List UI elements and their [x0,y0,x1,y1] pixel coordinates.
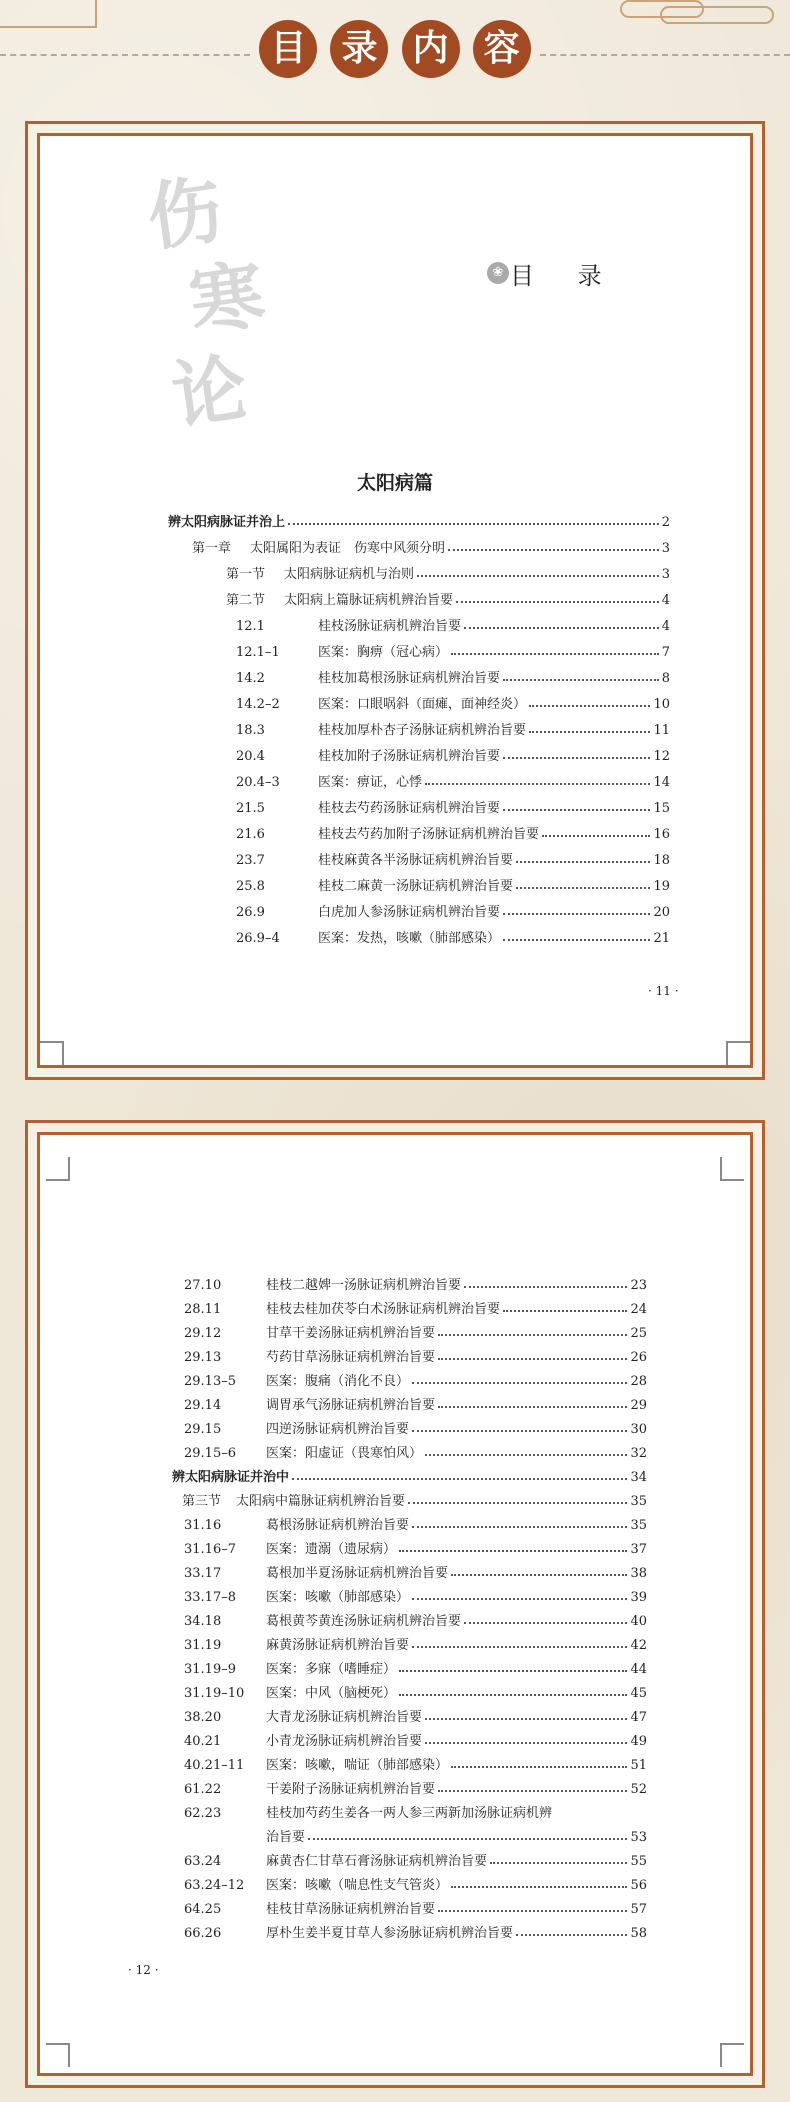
toc-leader-dots [438,1406,627,1408]
toc-entry-number: 26.9–4 [236,931,280,946]
toc-entry [172,1869,647,1893]
toc-entry-title: 麻黄杏仁甘草石膏汤脉证病机辨治旨要 [266,1854,488,1869]
watermark-char: 寒 [184,251,270,348]
toc-entry [172,1773,647,1797]
toc-entry-number: 21.5 [236,801,265,816]
toc-entry [168,868,670,894]
toc-entry-number: 12.1 [236,619,265,634]
toc-leader-dots [412,1598,627,1600]
toc-entry [172,1845,647,1869]
toc-entry-page: 15 [653,801,670,816]
toc-entry-page: 4 [661,619,670,634]
toc-entry-number: 第三节 [182,1494,222,1509]
toc-entry-title: 医案：胸痹（冠心病） [318,645,449,660]
toc-leader-dots [516,1934,627,1936]
toc-leader-dots [425,783,650,785]
watermark-char: 伤 [142,166,228,263]
toc-entry-page: 2 [661,515,670,530]
toc-entry [172,1605,647,1629]
toc-entry-number: 29.15–6 [184,1446,236,1461]
toc-entry-number: 31.16–7 [184,1542,236,1557]
toc-entry [172,1821,647,1845]
toc-entry-number: 33.17 [184,1566,222,1581]
toc-leader-dots [503,679,659,681]
toc-entry [168,660,670,686]
toc-entry-number: 40.21–11 [184,1758,245,1773]
toc-leader-dots [399,1694,627,1696]
toc-entry-title: 太阳病脉证病机与治则 [284,567,415,582]
toc-entry-title: 医案：咳嗽（喘息性支气管炎） [266,1878,449,1893]
toc-entry-number: 25.8 [236,879,265,894]
toc-leader-dots [451,1886,627,1888]
toc-entry-page: 56 [630,1878,647,1893]
corner-ornament [720,1157,744,1181]
section-heading [0,20,790,78]
toc-entry [168,556,670,582]
toc-leader-dots [399,1670,627,1672]
toc-entry-page: 3 [661,567,670,582]
toc-leader-dots [438,1910,627,1912]
toc-entry-page: 21 [653,931,670,946]
toc-entry-number: 12.1–1 [236,645,280,660]
toc-list [168,504,670,946]
toc-entry-title: 辨太阳病脉证并治中 [172,1470,290,1485]
toc-entry-title: 桂枝去桂加茯苓白术汤脉证病机辨治旨要 [266,1302,501,1317]
toc-leader-dots [456,601,659,603]
heading-char: 容 [473,20,531,78]
toc-leader-dots [516,887,650,889]
toc-leader-dots [408,1502,627,1504]
toc-entry [172,1629,647,1653]
toc-entry-number: 31.19–10 [184,1686,245,1701]
toc-entry-title: 桂枝二麻黄一汤脉证病机辨治旨要 [318,879,514,894]
book-page-12 [37,1132,753,2076]
toc-entry-page: 19 [653,879,670,894]
toc-entry [172,1797,647,1821]
toc-entry-title: 葛根加半夏汤脉证病机辨治旨要 [266,1566,449,1581]
watermark-char: 论 [167,344,253,441]
toc-entry [172,1557,647,1581]
toc-entry-page: 55 [630,1854,647,1869]
toc-entry-number: 62.23 [184,1806,222,1821]
toc-entry [172,1509,647,1533]
toc-entry-number: 14.2 [236,671,265,686]
toc-entry-title: 医案：腹痛（消化不良） [266,1374,410,1389]
toc-leader-dots [425,1742,627,1744]
toc-entry [168,790,670,816]
toc-entry-title: 医案：口眼㖞斜（面瘫，面神经炎） [318,697,527,712]
toc-entry-page: 24 [630,1302,647,1317]
toc-leader-dots [412,1430,627,1432]
toc-entry-page: 34 [630,1470,647,1485]
toc-entry-number: 29.13–5 [184,1374,236,1389]
toc-entry-number: 第二节 [226,593,266,608]
toc-entry-page: 20 [653,905,670,920]
toc-leader-dots [529,705,650,707]
toc-leader-dots [425,1454,627,1456]
toc-entry-title: 桂枝甘草汤脉证病机辨治旨要 [266,1902,436,1917]
toc-entry-page: 35 [630,1494,647,1509]
page-number: · 12 · [128,1963,159,1977]
toc-entry [168,686,670,712]
toc-entry-title: 四逆汤脉证病机辨治旨要 [266,1422,410,1437]
toc-leader-dots [503,757,650,759]
toc-entry-page: 18 [653,853,670,868]
toc-entry-title: 医案：阳虚证（畏寒怕风） [266,1446,423,1461]
toc-entry-number: 61.22 [184,1782,222,1797]
toc-entry-page: 44 [630,1662,647,1677]
toc-entry-number: 28.11 [184,1302,222,1317]
toc-entry-page: 45 [630,1686,647,1701]
toc-entry [172,1413,647,1437]
cloud-scroll-decoration [600,0,790,22]
toc-entry-page: 47 [630,1710,647,1725]
toc-entry-title: 桂枝汤脉证病机辨治旨要 [318,619,462,634]
toc-leader-dots [451,653,659,655]
toc-leader-dots [503,1310,627,1312]
toc-entry-page: 39 [630,1590,647,1605]
toc-entry-page: 14 [653,775,670,790]
toc-entry-page: 57 [630,1902,647,1917]
toc-entry-number: 63.24 [184,1854,222,1869]
toc-entry-number: 31.19–9 [184,1662,236,1677]
toc-entry-page: 30 [630,1422,647,1437]
toc-entry-page: 58 [630,1926,647,1941]
toc-leader-dots [399,1550,627,1552]
toc-entry-number: 23.7 [236,853,265,868]
toc-entry-title: 桂枝去芍药汤脉证病机辨治旨要 [318,801,501,816]
toc-entry-number: 29.13 [184,1350,222,1365]
toc-entry [168,738,670,764]
toc-entry-title: 桂枝加厚朴杏子汤脉证病机辨治旨要 [318,723,527,738]
toc-leader-dots [503,809,650,811]
toc-entry [172,1533,647,1557]
toc-entry [172,1461,647,1485]
toc-entry-page: 53 [630,1830,647,1845]
toc-entry-number: 21.6 [236,827,265,842]
toc-entry-number: 26.9 [236,905,265,920]
toc-entry [172,1269,647,1293]
toc-entry-title: 辨太阳病脉证并治上 [168,515,286,530]
toc-entry-page: 26 [630,1350,647,1365]
toc-leader-dots [438,1334,627,1336]
toc-entry-number: 38.20 [184,1710,222,1725]
toc-entry-page: 40 [630,1614,647,1629]
toc-leader-dots [451,1574,627,1576]
toc-entry [172,1581,647,1605]
toc-leader-dots [490,1862,627,1864]
toc-leader-dots [417,575,659,577]
toc-leader-dots [308,1838,627,1840]
toc-entry-title: 桂枝加葛根汤脉证病机辨治旨要 [318,671,501,686]
toc-entry-number: 63.24–12 [184,1878,245,1893]
toc-entry-title: 太阳病上篇脉证病机辨治旨要 [284,593,454,608]
toc-entry [168,582,670,608]
toc-leader-dots [451,1766,627,1768]
toc-entry-page: 28 [630,1374,647,1389]
toc-entry-title: 太阳属阳为表证 伤寒中风须分明 [250,541,446,556]
toc-entry-number: 18.3 [236,723,265,738]
toc-leader-dots [503,939,650,941]
toc-entry [168,530,670,556]
toc-entry [172,1677,647,1701]
toc-entry [168,842,670,868]
toc-leader-dots [438,1358,627,1360]
heading-char: 录 [330,20,388,78]
toc-entry [172,1437,647,1461]
toc-entry [172,1653,647,1677]
toc-entry-number: 29.15 [184,1422,222,1437]
toc-entry-page: 52 [630,1782,647,1797]
toc-leader-dots [464,1622,627,1624]
toc-leader-dots [412,1526,627,1528]
toc-entry [172,1341,647,1365]
section-title: 太阳病篇 [356,472,433,494]
toc-entry [172,1893,647,1917]
toc-entry-number: 33.17–8 [184,1590,236,1605]
toc-leader-dots [464,1286,627,1288]
toc-leader-dots [292,1478,627,1480]
toc-leader-dots [529,731,650,733]
corner-ornament [720,2043,744,2067]
toc-entry-number: 20.4 [236,749,265,764]
toc-entry-title: 太阳病中篇脉证病机辨治旨要 [236,1494,406,1509]
toc-entry-page: 35 [630,1518,647,1533]
toc-list [172,1269,647,1941]
toc-entry-number: 第一节 [226,567,266,582]
toc-entry-title: 治旨要 [266,1830,306,1845]
toc-entry-page: 37 [630,1542,647,1557]
corner-ornament [40,1041,64,1065]
toc-leader-dots [425,1718,627,1720]
toc-entry-page: 7 [661,645,670,660]
toc-leader-dots [542,835,650,837]
toc-entry-title: 芍药甘草汤脉证病机辨治旨要 [266,1350,436,1365]
toc-leader-dots [464,627,659,629]
toc-entry-page: 11 [653,723,670,738]
toc-entry [172,1485,647,1509]
toc-entry-title: 葛根汤脉证病机辨治旨要 [266,1518,410,1533]
toc-entry-page: 12 [653,749,670,764]
toc-entry-number: 20.4–3 [236,775,280,790]
toc-entry-title: 麻黄汤脉证病机辨治旨要 [266,1638,410,1653]
toc-entry-title: 甘草干姜汤脉证病机辨治旨要 [266,1326,436,1341]
corner-ornament [46,1157,70,1181]
toc-entry [168,712,670,738]
toc-entry [168,764,670,790]
toc-leader-dots [438,1790,627,1792]
toc-entry-number: 第一章 [192,541,232,556]
toc-entry-number: 31.19 [184,1638,222,1653]
toc-entry-number: 29.12 [184,1326,222,1341]
toc-entry [172,1293,647,1317]
toc-entry-title: 医案：发热，咳嗽（肺部感染） [318,931,501,946]
page-number: · 11 · [648,984,679,998]
toc-entry [168,608,670,634]
seal-icon: ❀ [487,262,509,284]
contents-label: 目 录 [510,262,620,290]
toc-entry [172,1725,647,1749]
toc-entry-title: 桂枝去芍药加附子汤脉证病机辨治旨要 [318,827,540,842]
toc-entry-number: 64.25 [184,1902,222,1917]
toc-entry-page: 29 [630,1398,647,1413]
toc-entry-number: 14.2–2 [236,697,280,712]
calligraphy-watermark [142,160,289,443]
toc-entry-number: 27.10 [184,1278,222,1293]
toc-entry-title: 调胃承气汤脉证病机辨治旨要 [266,1398,436,1413]
toc-entry-page: 51 [630,1758,647,1773]
toc-entry-title: 桂枝二越婢一汤脉证病机辨治旨要 [266,1278,462,1293]
toc-entry-title: 白虎加人参汤脉证病机辨治旨要 [318,905,501,920]
toc-entry-title: 医案：中风（脑梗死） [266,1686,397,1701]
toc-entry-title: 大青龙汤脉证病机辨治旨要 [266,1710,423,1725]
toc-entry [172,1917,647,1941]
corner-ornament [46,2043,70,2067]
toc-entry-title: 干姜附子汤脉证病机辨治旨要 [266,1782,436,1797]
toc-entry-page: 25 [630,1326,647,1341]
toc-entry-title: 小青龙汤脉证病机辨治旨要 [266,1734,423,1749]
toc-entry-page: 32 [630,1446,647,1461]
toc-entry [172,1701,647,1725]
toc-entry [172,1749,647,1773]
toc-entry [168,634,670,660]
toc-entry-title: 医案：多寐（嗜睡症） [266,1662,397,1677]
toc-entry [168,894,670,920]
toc-entry-page: 3 [661,541,670,556]
toc-entry-title: 医案：咳嗽，喘证（肺部感染） [266,1758,449,1773]
toc-entry [172,1389,647,1413]
toc-entry-title: 厚朴生姜半夏甘草人参汤脉证病机辨治旨要 [266,1926,514,1941]
toc-entry-number: 34.18 [184,1614,222,1629]
heading-char: 内 [402,20,460,78]
toc-entry [172,1317,647,1341]
toc-entry-title: 医案：咳嗽（肺部感染） [266,1590,410,1605]
toc-entry-number: 66.26 [184,1926,222,1941]
toc-entry-page: 8 [661,671,670,686]
toc-entry-title: 葛根黄芩黄连汤脉证病机辨治旨要 [266,1614,462,1629]
toc-entry-title: 桂枝麻黄各半汤脉证病机辨治旨要 [318,853,514,868]
heading-char: 目 [259,20,317,78]
toc-leader-dots [288,523,659,525]
toc-entry-page: 49 [630,1734,647,1749]
toc-entry [168,504,670,530]
toc-leader-dots [448,549,659,551]
toc-entry [168,816,670,842]
toc-entry-number: 31.16 [184,1518,222,1533]
toc-entry-title: 桂枝加芍药生姜各一两人参三两新加汤脉证病机辨 [266,1806,553,1821]
toc-leader-dots [412,1382,627,1384]
toc-entry [168,920,670,946]
toc-entry-page: 4 [661,593,670,608]
book-page-11 [37,133,753,1068]
toc-entry-page: 38 [630,1566,647,1581]
toc-entry-page: 23 [630,1278,647,1293]
toc-entry-page: 16 [653,827,670,842]
toc-leader-dots [412,1646,627,1648]
toc-entry [172,1365,647,1389]
toc-leader-dots [503,913,650,915]
toc-leader-dots [516,861,650,863]
toc-entry-title: 医案：痹证，心悸 [318,775,423,790]
corner-ornament [726,1041,750,1065]
toc-entry-page: 10 [653,697,670,712]
toc-entry-title: 桂枝加附子汤脉证病机辨治旨要 [318,749,501,764]
toc-entry-number: 40.21 [184,1734,222,1749]
toc-entry-page: 42 [630,1638,647,1653]
toc-entry-number: 29.14 [184,1398,222,1413]
toc-entry-title: 医案：遗溺（遗尿病） [266,1542,397,1557]
